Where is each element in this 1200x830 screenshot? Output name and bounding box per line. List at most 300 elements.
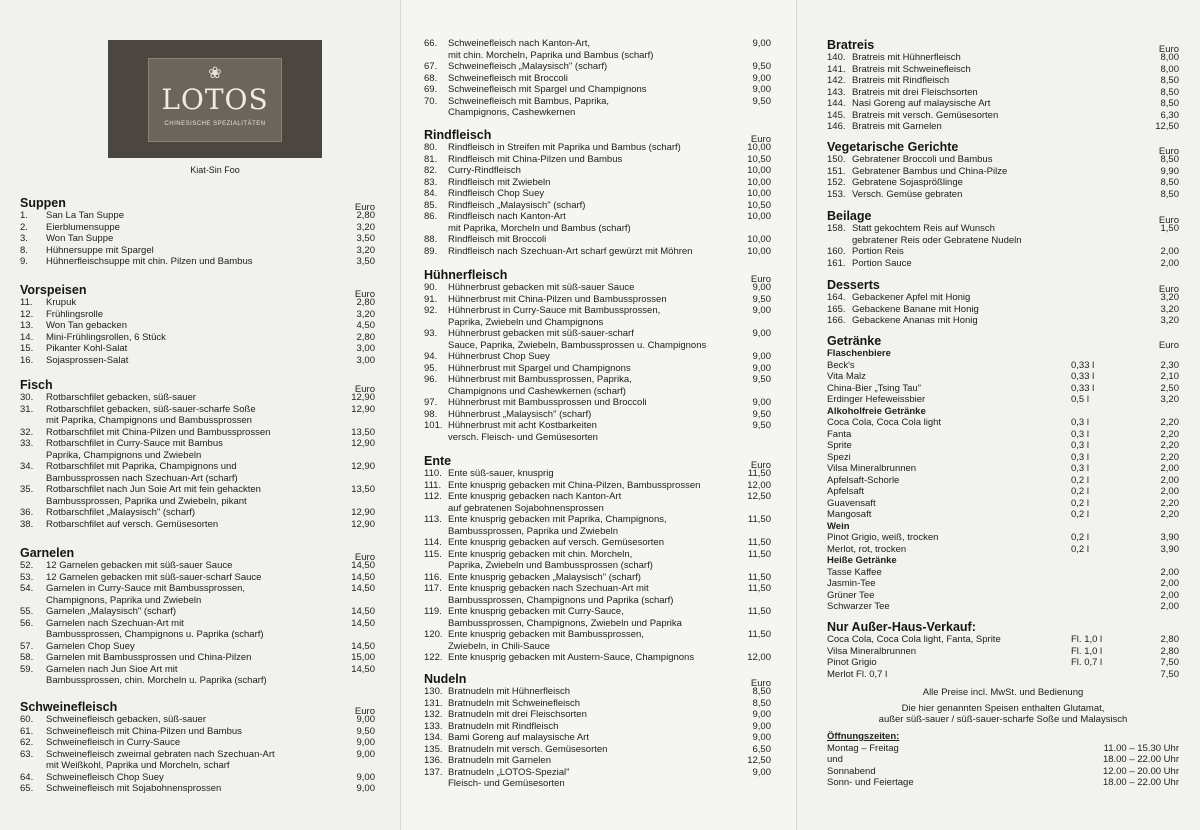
drink-name: Vilsa Mineralbrunnen — [827, 463, 917, 474]
drink-price: 2,20 — [1160, 497, 1179, 509]
item-number: 90. — [424, 282, 438, 293]
menu-item — [20, 233, 375, 245]
item-price: 9,00 — [752, 709, 771, 720]
drink-price: 3,90 — [1160, 532, 1179, 543]
item-name: Bratreis mit drei Fleischsorten — [852, 86, 978, 98]
drink-size: 0,33 l — [1071, 371, 1095, 382]
item-name: Schweinefleisch mit Bambus, Paprika, — [448, 95, 610, 107]
item-name: Bratnudeln mit Garnelen — [448, 755, 551, 766]
item-price: 14,50 — [351, 560, 375, 571]
item-name: Bratnudeln mit Schweinefleisch — [448, 697, 581, 709]
item-number: 15. — [20, 343, 34, 354]
item-price: 14,50 — [351, 663, 375, 675]
drink-item — [827, 360, 1179, 372]
menu-item — [827, 315, 1179, 327]
item-number: 95. — [424, 362, 438, 374]
menu-item — [424, 305, 771, 317]
item-price: 9,00 — [752, 766, 771, 778]
item-number: 114. — [424, 537, 442, 548]
item-price: 10,00 — [747, 245, 771, 257]
item-name: Zwiebeln, in Chili-Sauce — [448, 640, 550, 652]
item-price: 2,80 — [356, 297, 375, 308]
item-price: 9,50 — [752, 61, 771, 72]
menu-item — [424, 755, 771, 767]
drink-price: 2,20 — [1160, 509, 1179, 520]
menu-item — [424, 549, 771, 561]
item-name: Gebratener Bambus und China-Pilze — [852, 165, 1008, 177]
item-name: Hühnerbrust mit Bambussprossen und Broccoli — [448, 397, 647, 408]
item-name: Schweinefleisch mit China-Pilzen und Bambus — [46, 725, 242, 737]
item-price: 9,00 — [356, 771, 375, 783]
item-number: 151. — [827, 165, 846, 177]
drink-size: 0,3 l — [1071, 463, 1089, 474]
item-name: Hühnerbrust gebacken mit süß-sauer-scharf — [448, 328, 634, 339]
drink-item — [827, 452, 1179, 464]
section-bratreis — [827, 38, 1179, 133]
item-price: 9,00 — [752, 397, 771, 408]
item-number: 119. — [424, 606, 442, 617]
item-number: 70. — [424, 95, 438, 107]
menu-item-continuation — [827, 235, 1179, 247]
menu-item — [827, 246, 1179, 258]
item-name: Hühnerbrust gebacken mit süß-sauer Sauce — [448, 282, 635, 293]
menu-item — [20, 438, 375, 450]
menu-item — [424, 420, 771, 432]
item-name: Schweinefleisch mit Spargel und Champignons — [448, 84, 647, 95]
item-name: Champignons und Cashewkernen (scharf) — [448, 385, 626, 397]
item-number: 34. — [20, 461, 34, 472]
item-name: Garnelen „Malaysisch" (scharf) — [46, 606, 177, 617]
item-name: Bambussprossen nach Szechuan-Art (scharf) — [46, 472, 238, 484]
item-number: 130. — [424, 686, 443, 697]
section-title: Garnelen — [20, 546, 75, 560]
item-name: mit Paprika, Champignons und Bambussprossen — [46, 415, 252, 426]
menu-item — [20, 427, 375, 439]
item-name: Garnelen nach Jun Sioe Art mit — [46, 663, 178, 675]
menu-item-continuation — [424, 50, 771, 62]
item-number: 53. — [20, 571, 34, 583]
menu-item — [424, 652, 771, 664]
drink-price: 7,50 — [1160, 657, 1179, 668]
menu-item — [20, 210, 375, 222]
drink-price: 2,20 — [1160, 428, 1179, 440]
menu-item — [20, 714, 375, 726]
menu-item — [424, 177, 771, 189]
logo-subtitle: CHINESISCHE SPEZIALITÄTEN — [164, 121, 266, 127]
item-name: Bami Goreng auf malaysische Art — [448, 732, 589, 743]
menu-item — [20, 560, 375, 572]
drink-category: Wein — [827, 520, 850, 532]
drink-name: Merlot, rot, trocken — [827, 543, 907, 555]
item-name: Bratnudeln mit drei Fleischsorten — [448, 709, 587, 720]
drink-item — [827, 509, 1179, 521]
glutamat-note: Die hier genannten Speisen enthalten Glutamat, — [901, 702, 1105, 714]
item-number: 57. — [20, 640, 34, 652]
item-name: Schweinefleisch zweimal gebraten nach Szechuan-Art — [46, 748, 275, 760]
item-name: Portion Reis — [852, 246, 904, 257]
item-price: 2,00 — [1160, 246, 1179, 257]
drink-name: Merlot Fl. 0,7 l — [827, 668, 888, 680]
section-schweinefleisch — [20, 700, 375, 795]
item-name: Hühnerbrust mit China-Pilzen und Bambussprossen — [448, 293, 667, 305]
opening-hours — [827, 731, 1179, 789]
item-name: Ente knusprig gebacken nach Szechuan-Art mit — [448, 583, 649, 594]
menu-item — [424, 583, 771, 595]
item-price: 12,50 — [1155, 121, 1179, 132]
menu-item-continuation — [20, 496, 375, 508]
drink-name: Vita Malz — [827, 371, 866, 382]
item-number: 93. — [424, 328, 438, 339]
menu-item — [20, 783, 375, 795]
item-price: 1,50 — [1160, 223, 1179, 234]
item-price: 9,50 — [752, 293, 771, 305]
price-note: Alle Preise incl. MwSt. und Bedienung — [922, 687, 1084, 698]
item-name: Schweinefleisch mit Sojabohnensprossen — [46, 783, 222, 794]
section-title: Suppen — [20, 196, 66, 210]
drink-size: Fl. 0,7 l — [1071, 657, 1103, 668]
menu-item — [20, 519, 375, 531]
section-title: Vegetarische Gerichte — [827, 140, 959, 154]
item-price: 3,00 — [356, 354, 375, 366]
item-name: Rindfleisch mit Broccoli — [448, 234, 547, 245]
section-ente — [424, 454, 771, 664]
item-number: 101. — [424, 420, 443, 431]
item-price: 9,50 — [752, 420, 771, 431]
section-title: Fisch — [20, 378, 53, 392]
drink-price: 2,20 — [1160, 417, 1179, 428]
item-name: Bratreis mit versch. Gemüsesorten — [852, 109, 999, 121]
item-price: 9,00 — [752, 328, 771, 339]
item-name: Ente knusprig gebacken „Malaysisch" (scharf) — [448, 571, 641, 583]
takeaway-item — [827, 646, 1179, 658]
section-title: Schweinefleisch — [20, 700, 118, 714]
item-price: 9,50 — [752, 95, 771, 107]
logo-plate — [148, 58, 282, 142]
item-price: 9,90 — [1160, 165, 1179, 177]
item-name: Paprika, Zwiebeln und Bambussprossen (scharf) — [448, 560, 653, 571]
menu-item — [20, 320, 375, 332]
item-price: 8,50 — [752, 686, 771, 697]
menu-item-continuation — [424, 778, 771, 790]
item-number: 111. — [424, 479, 442, 491]
drink-name: Grüner Tee — [827, 589, 875, 601]
item-name: Hühnerbrust in Curry-Sauce mit Bambussprossen, — [448, 305, 661, 316]
item-price: 8,50 — [1160, 188, 1179, 200]
item-price: 11,50 — [747, 583, 771, 594]
menu-item — [424, 709, 771, 721]
item-number: 110. — [424, 468, 442, 479]
hours-day: und — [827, 754, 843, 765]
item-name: Statt gekochtem Reis auf Wunsch — [852, 223, 995, 234]
menu-item — [20, 309, 375, 321]
item-price: 9,50 — [752, 408, 771, 420]
section-title: Getränke — [827, 334, 882, 348]
item-price: 2,80 — [356, 210, 375, 221]
item-price: 10,00 — [747, 188, 771, 199]
item-name: Rotbarschfilet mit China-Pilzen und Bambussprossen — [46, 426, 271, 438]
menu-item — [424, 211, 771, 223]
item-name: Won Tan gebacken — [46, 320, 127, 331]
menu-item — [424, 154, 771, 166]
item-number: 165. — [827, 303, 846, 315]
drink-item — [827, 429, 1179, 441]
menu-item — [424, 96, 771, 108]
item-name: Gebratene Sojasprößlinge — [852, 177, 963, 188]
menu-item — [20, 726, 375, 738]
section-title: Hühnerfleisch — [424, 268, 508, 282]
item-name: Fleisch- und Gemüsesorten — [448, 778, 565, 789]
menu-item — [424, 572, 771, 584]
item-name: Hühnerbrust mit Bambussprossen, Paprika, — [448, 374, 632, 385]
item-number: 60. — [20, 714, 34, 725]
menu-item — [20, 606, 375, 618]
item-price: 8,50 — [752, 697, 771, 709]
item-price: 9,00 — [752, 351, 771, 362]
drink-name: Guavensaft — [827, 497, 876, 509]
drink-name: Pinot Grigio — [827, 657, 877, 668]
item-name: Ente knusprig gebacken mit Bambussprossen, — [448, 629, 644, 640]
item-name: Schweinefleisch „Malaysisch" (scharf) — [448, 61, 608, 72]
item-name: mit Weißkohl, Paprika und Morcheln, scharf — [46, 760, 230, 771]
item-name: Mini-Frühlingsrollen, 6 Stück — [46, 331, 166, 343]
item-number: 16. — [20, 354, 34, 366]
item-name: Bratreis mit Rindfleisch — [852, 75, 950, 86]
item-price: 9,00 — [356, 714, 375, 725]
drink-name: Coca Cola, Coca Cola light, Fanta, Sprite — [827, 634, 1001, 645]
menu-item — [424, 409, 771, 421]
item-number: 134. — [424, 732, 443, 743]
item-name: Garnelen Chop Suey — [46, 640, 135, 652]
menu-item — [20, 245, 375, 257]
item-price: 12,90 — [351, 507, 375, 518]
item-number: 140. — [827, 52, 846, 63]
item-name: Rindfleisch mit China-Pilzen und Bambus — [448, 153, 623, 165]
drink-name: Sprite — [827, 440, 852, 451]
item-number: 2. — [20, 221, 28, 233]
menu-item — [424, 537, 771, 549]
item-name: Rotbarschfilet auf versch. Gemüsesorten — [46, 518, 219, 530]
item-name: Ente knusprig gebacken mit chin. Morcheln, — [448, 548, 633, 560]
menu-item — [827, 121, 1179, 133]
menu-item — [424, 686, 771, 698]
menu-item-continuation — [424, 432, 771, 444]
item-price: 3,20 — [1160, 303, 1179, 315]
item-name: Bambussprossen, Paprika und Zwiebeln — [448, 525, 619, 537]
item-number: 166. — [827, 315, 846, 326]
item-price: 9,00 — [356, 783, 375, 794]
item-number: 133. — [424, 720, 443, 732]
menu-item-continuation — [20, 450, 375, 462]
item-name: gebratener Reis oder Gebratene Nudeln — [852, 234, 1022, 246]
drink-price: 3,20 — [1160, 394, 1179, 405]
menu-item — [827, 223, 1179, 235]
drink-size: 0,2 l — [1071, 474, 1089, 486]
item-name: Bambussprossen, Paprika und Zwiebeln, pikant — [46, 495, 247, 507]
drink-item — [827, 601, 1179, 613]
euro-label: Euro — [1158, 44, 1179, 55]
euro-label: Euro — [1158, 340, 1179, 351]
item-number: 145. — [827, 109, 846, 121]
item-price: 11,50 — [747, 606, 771, 617]
item-name: Bambussprossen, Champignons und Paprika (scharf) — [448, 594, 674, 606]
euro-label: Euro — [750, 134, 771, 145]
menu-item — [827, 258, 1179, 270]
item-name: 12 Garnelen gebacken mit süß-sauer-scharf Sauce — [46, 571, 262, 583]
item-number: 96. — [424, 374, 438, 385]
menu-item — [827, 98, 1179, 110]
menu-item — [827, 87, 1179, 99]
section-desserts — [827, 278, 1179, 327]
hours-row — [827, 766, 1179, 778]
menu-item — [827, 75, 1179, 87]
hours-time: 11.00 – 15.30 Uhr — [1103, 742, 1179, 754]
item-number: 97. — [424, 397, 438, 408]
menu-item — [827, 52, 1179, 64]
item-name: Bratreis mit Hühnerfleisch — [852, 52, 961, 63]
item-name: Rotbarschfilet nach Jun Soie Art mit fein gehackten — [46, 484, 261, 495]
item-name: Schweinefleisch in Curry-Sauce — [46, 737, 181, 748]
item-price: 3,00 — [356, 343, 375, 354]
notes — [827, 687, 1179, 726]
item-name: Rotbarschfilet gebacken, süß-sauer-scharfe Soße — [46, 403, 256, 415]
item-number: 92. — [424, 305, 438, 316]
menu-item — [424, 732, 771, 744]
item-price: 3,20 — [356, 221, 375, 233]
section-title: Beilage — [827, 209, 872, 223]
menu-item — [827, 110, 1179, 122]
item-price: 12,00 — [747, 479, 771, 491]
menu-item-continuation — [20, 629, 375, 641]
item-price: 6,50 — [752, 743, 771, 755]
drink-item — [827, 486, 1179, 498]
hours-day: Sonn- und Feiertage — [827, 777, 914, 788]
item-number: 146. — [827, 121, 846, 132]
item-number: 117. — [424, 583, 442, 594]
menu-item — [424, 514, 771, 526]
drink-price: 2,30 — [1160, 359, 1179, 371]
item-price: 3,20 — [356, 308, 375, 320]
menu-item — [424, 351, 771, 363]
drink-item — [827, 590, 1179, 602]
menu-item — [424, 61, 771, 73]
menu-item — [424, 282, 771, 294]
euro-label: Euro — [1158, 284, 1179, 295]
item-name: Bratnudeln mit versch. Gemüsesorten — [448, 743, 608, 755]
item-price: 3,20 — [1160, 292, 1179, 303]
menu-item-continuation — [20, 675, 375, 687]
hours-title: Öffnungszeiten: — [827, 731, 900, 742]
item-price: 12,90 — [351, 518, 375, 530]
item-price: 4,50 — [356, 320, 375, 331]
menu-item — [424, 767, 771, 779]
item-price: 8,00 — [1160, 52, 1179, 63]
item-name: 12 Garnelen gebacken mit süß-sauer Sauce — [46, 560, 233, 571]
item-price: 12,90 — [351, 438, 375, 449]
menu-item — [827, 154, 1179, 166]
section-beilage — [827, 209, 1179, 269]
item-name: Rindfleisch nach Kanton-Art — [448, 211, 566, 222]
item-price: 14,50 — [351, 606, 375, 617]
drink-item — [827, 440, 1179, 452]
menu-item-continuation — [20, 760, 375, 772]
drink-name: Fanta — [827, 428, 852, 440]
item-name: Paprika, Zwiebeln und Champignons — [448, 316, 604, 328]
item-name: Portion Sauce — [852, 257, 912, 269]
item-name: Won Tan Suppe — [46, 233, 114, 244]
section-vorspeisen — [20, 283, 375, 366]
item-number: 164. — [827, 292, 846, 303]
item-number: 80. — [424, 142, 438, 153]
item-number: 65. — [20, 783, 34, 794]
item-name: Ente knusprig gebacken mit Paprika, Champignons, — [448, 514, 667, 525]
item-name: Sojasprossen-Salat — [46, 354, 129, 366]
drink-size: 0,5 l — [1071, 394, 1089, 405]
drink-size: Fl. 1,0 l — [1071, 634, 1103, 645]
item-price: 12,90 — [351, 461, 375, 472]
item-number: 113. — [424, 514, 442, 525]
item-price: 9,00 — [752, 720, 771, 732]
item-number: 141. — [827, 63, 846, 75]
item-number: 120. — [424, 629, 443, 640]
item-price: 9,00 — [752, 38, 771, 49]
item-price: 9,00 — [752, 72, 771, 84]
item-number: 153. — [827, 188, 846, 200]
menu-item — [827, 292, 1179, 304]
item-price: 12,00 — [747, 652, 771, 663]
item-name: Hühnerfleischsuppe mit chin. Pilzen und Bambus — [46, 256, 253, 267]
euro-label: Euro — [1158, 215, 1179, 226]
item-price: 9,00 — [752, 732, 771, 743]
euro-label: Euro — [1158, 146, 1179, 157]
menu-item — [424, 721, 771, 733]
item-price: 9,50 — [752, 374, 771, 385]
drink-category: Alkoholfreie Getränke — [827, 405, 926, 417]
item-price: 6,30 — [1160, 109, 1179, 121]
item-price: 9,00 — [752, 305, 771, 316]
drink-size: 0,3 l — [1071, 417, 1089, 428]
item-price: 12,50 — [747, 491, 771, 502]
item-number: 85. — [424, 199, 438, 211]
takeaway-item — [827, 669, 1179, 681]
item-number: 94. — [424, 351, 438, 362]
item-name: Rindfleisch Chop Suey — [448, 188, 545, 199]
item-number: 1. — [20, 210, 28, 221]
drink-item — [827, 532, 1179, 544]
item-number: 82. — [424, 165, 438, 176]
drink-name: Schwarzer Tee — [827, 601, 890, 612]
drink-size: 0,2 l — [1071, 486, 1089, 497]
menu-item — [20, 404, 375, 416]
item-name: Bratreis mit Garnelen — [852, 121, 942, 132]
item-name: Rotbarschfilet mit Paprika, Champignons und — [46, 461, 237, 472]
menu-item-continuation — [20, 595, 375, 607]
menu-item — [20, 737, 375, 749]
item-number: 86. — [424, 211, 438, 222]
item-name: Curry-Rindfleisch — [448, 165, 521, 176]
takeaway-item — [827, 657, 1179, 669]
menu-item-continuation — [424, 641, 771, 653]
item-name: Ente knusprig gebacken mit Curry-Sauce, — [448, 606, 624, 617]
item-name: Bratnudeln mit Hühnerfleisch — [448, 686, 570, 697]
menu-item — [424, 491, 771, 503]
item-price: 12,50 — [747, 755, 771, 766]
glutamat-note: außer süß-sauer / süß-sauer-scharfe Soße und Malaysisch — [878, 714, 1128, 725]
drink-name: Apfelsaft-Schorle — [827, 474, 900, 486]
item-number: 59. — [20, 663, 34, 675]
item-price: 9,00 — [752, 362, 771, 374]
euro-label: Euro — [750, 678, 771, 689]
item-price: 14,50 — [351, 583, 375, 594]
